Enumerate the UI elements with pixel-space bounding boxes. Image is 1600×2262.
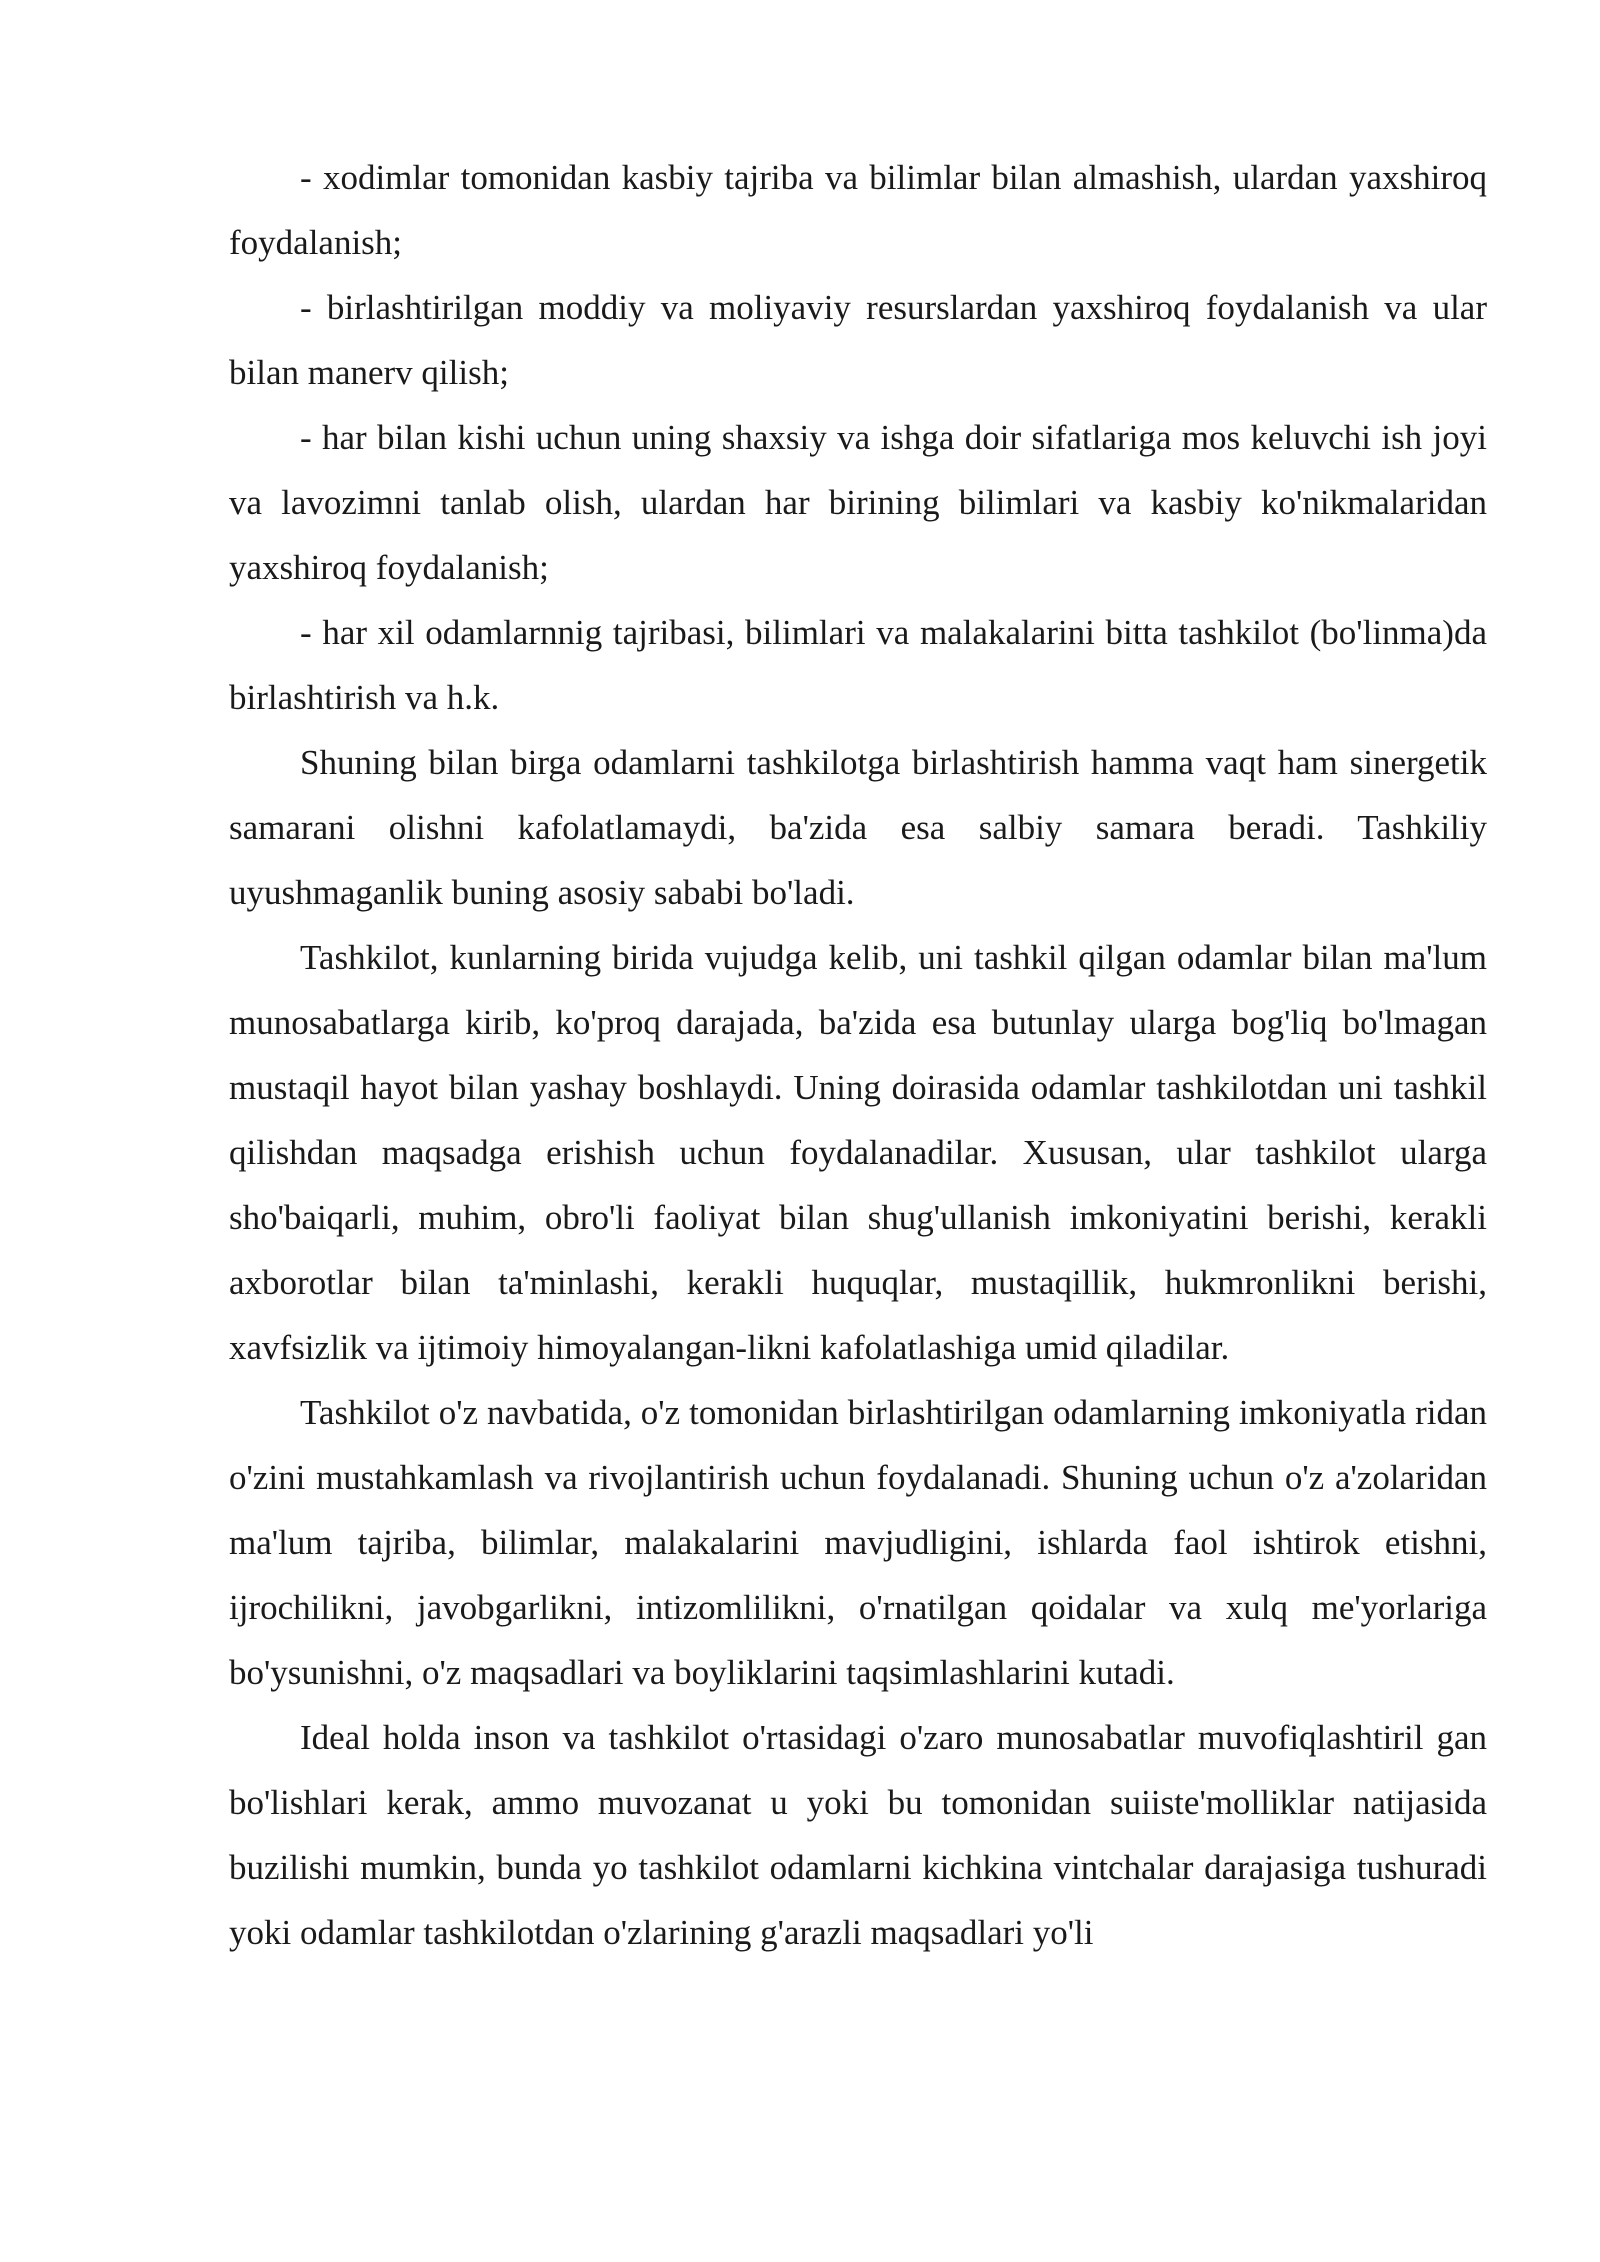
paragraph-ideal-relations: Ideal holda inson va tashkilot o'rtasidagi o'zaro munosabatlar muvofiqlashtiril gan bo'lishlari kerak, ammo muvozanat u yoki bu tomonidan suiiste'molliklar natijasida buzilishi mumkin, bunda yo tashkilot odamlarni kichkina vintchalar darajasiga tushuradi yoki odamlar tashkilotdan o'zlarining g'arazli maqsadlari yo'li — [229, 1718, 1487, 1952]
list-item-job-selection: - har bilan kishi uchun uning shaxsiy va ishga doir sifatlariga mos keluvchi ish joyi va lavozimni tanlab olish, ulardan har birining bilimlari va kasbiy ko'nikmalaridan yaxshiroq foydalanish; — [229, 418, 1487, 587]
paragraph-organization-life: Tashkilot, kunlarning birida vujudga kelib, uni tashkil qilgan odamlar bilan ma'lum munosabatlarga kirib, ko'proq darajada, ba'zida esa butunlay ularga bog'liq bo'lmagan mustaqil hayot bilan yashay boshlaydi. Uning doirasida odamlar tashkilotdan uni tashkil qilishdan maqsadga erishish uchun foydalanadilar. Xususan, ular tashkilot ularga sho'baiqarli, muhim, obro'li faoliyat bilan shug'ullanish imkoniyatini berishi, kerakli axborotlar bilan ta'minlashi, kerakli huquqlar, mustaqillik, hukmronlikni berishi, xavfsizlik va ijtimoiy himoyalangan-likni kafolatlashiga umid qiladilar. — [229, 938, 1487, 1367]
paragraph-synergy: Shuning bilan birga odamlarni tashkilotga birlashtirish hamma vaqt ham sinergetik samarani olishni kafolatlamaydi, ba'zida esa salbiy samara beradi. Tashkiliy uyushmaganlik buning asosiy sababi bo'ladi. — [229, 743, 1487, 912]
list-item-resources: - birlashtirilgan moddiy va moliyaviy resurslardan yaxshiroq foydalanish va ular bilan manerv qilish; — [229, 288, 1487, 392]
paragraph-organization-expectations: Tashkilot o'z navbatida, o'z tomonidan birlashtirilgan odamlarning imkoniyatla ridan o'zini mustahkamlash va rivojlantirish uchun foydalanadi. Shuning uchun o'z a'zolaridan ma'lum tajriba, bilimlar, malakalarini mavjudligini, ishlarda faol ishtirok etishni, ijrochilikni, javobgarlikni, intizomlilikni, o'rnatilgan qoidalar va xulq me'yorlariga bo'ysunishni, o'z maqsadlari va boyliklarini taqsimlashlarini kutadi. — [229, 1393, 1487, 1692]
list-item-knowledge-exchange: - xodimlar tomonidan kasbiy tajriba va bilimlar bilan almashish, ulardan yaxshiroq foydalanish; — [229, 158, 1487, 262]
body-text — [229, 145, 1487, 1965]
list-item-experience-merging: - har xil odamlarnnig tajribasi, bilimlari va malakalarini bitta tashkilot (bo'linma)da birlashtirish va h.k. — [229, 613, 1487, 717]
